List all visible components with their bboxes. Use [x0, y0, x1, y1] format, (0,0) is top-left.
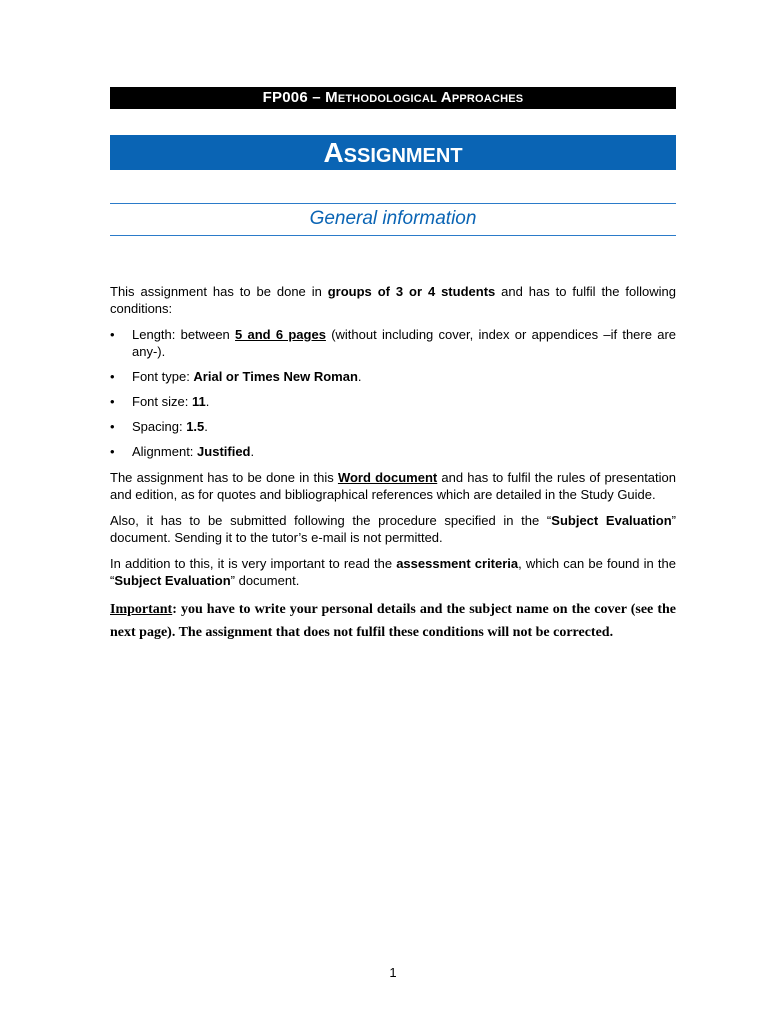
condition-alignment — [110, 443, 676, 460]
condition-value: Justified — [197, 444, 251, 459]
condition-suffix: . — [205, 394, 210, 409]
word-document-paragraph — [110, 469, 676, 503]
paragraph-text: The assignment has to be done in this — [110, 470, 338, 485]
document-page — [110, 0, 676, 1024]
paragraph-text: Also, it has to be submitted following the procedure specified in the “ — [110, 513, 552, 528]
bullet-icon: • — [110, 327, 115, 342]
condition-value: Arial or Times New Roman — [193, 369, 358, 384]
paragraph-text-end: ” document. Sending it to the tutor’s e-mail is not permitted. — [110, 513, 677, 545]
word-document-reference: Word document — [337, 470, 438, 485]
condition-font-type — [110, 368, 676, 385]
bullet-icon: • — [110, 444, 115, 459]
condition-value: 11 — [191, 394, 206, 409]
important-label: Important — [110, 602, 173, 617]
paragraph-text-end: and has to fulfil the rules of presentation and edition, as for quotes and bibliographical references which are detailed in the Study Guide. — [110, 470, 676, 502]
section-rule-top — [110, 203, 676, 204]
condition-label: Font size: — [132, 394, 192, 409]
paragraph-text-end: ” document. — [230, 573, 300, 588]
page-number: 1 — [389, 965, 397, 980]
bullet-icon: • — [110, 419, 115, 434]
condition-length — [110, 326, 676, 360]
important-note — [110, 598, 676, 644]
document-body — [110, 283, 676, 653]
important-text: : you have to write your personal details and the subject name on the cover (see the next page). The assignment that does not fulfil these conditions will not be corrected. — [110, 602, 676, 640]
criteria-paragraph — [110, 555, 676, 589]
conditions-list — [110, 326, 676, 460]
condition-suffix: . — [250, 444, 255, 459]
condition-value: 1.5 — [186, 419, 205, 434]
condition-suffix: (without including cover, index or appendices –if there are any-). — [132, 327, 677, 359]
condition-label: Spacing: — [132, 419, 187, 434]
submission-paragraph — [110, 512, 676, 546]
condition-suffix: . — [357, 369, 362, 384]
assessment-criteria-reference: assessment criteria — [396, 556, 519, 571]
condition-suffix: . — [204, 419, 208, 434]
bullet-icon: • — [110, 369, 115, 384]
intro-group-size: groups of 3 or 4 students — [327, 284, 496, 299]
course-header: FP006 – Methodological Approaches — [110, 87, 676, 109]
section-title: General information — [309, 208, 477, 229]
condition-value: 5 and 6 pages — [235, 327, 326, 342]
intro-paragraph — [110, 283, 676, 317]
condition-spacing — [110, 418, 676, 435]
subject-evaluation-reference: Subject Evaluation — [114, 573, 231, 588]
bullet-icon: • — [110, 394, 115, 409]
condition-label: Font type: — [132, 369, 194, 384]
paragraph-text: In addition to this, it is very important to read the — [110, 556, 397, 571]
document-title: Assignment — [110, 135, 676, 170]
condition-font-size — [110, 393, 676, 410]
section-rule-bottom — [110, 235, 676, 236]
intro-text-end: and has to fulfil the following conditions: — [110, 284, 677, 316]
condition-label: Alignment: — [132, 444, 198, 459]
subject-evaluation-reference: Subject Evaluation — [551, 513, 672, 528]
condition-label: Length: between — [132, 327, 236, 342]
intro-text: This assignment has to be done in — [110, 284, 328, 299]
paragraph-text-middle: , which can be found in the “ — [110, 556, 676, 588]
